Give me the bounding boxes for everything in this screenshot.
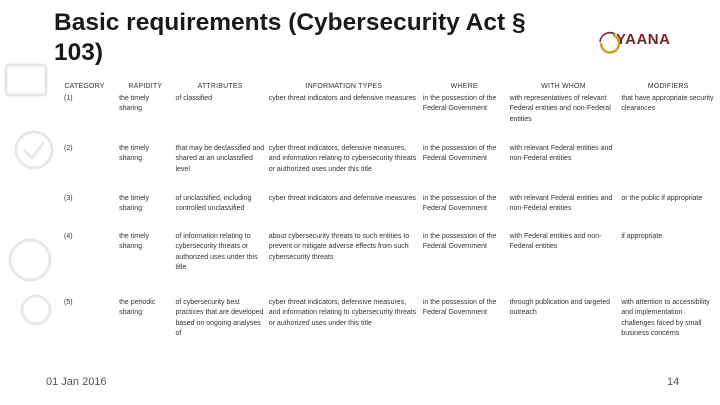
row-attributes: that may be declassified and shared at an unclassified level [175,144,265,173]
row-attributes: of classified [175,94,213,102]
table-row [52,232,717,298]
row-with-whom: with representatives of relevant Federal entities and non-Federal entities [509,94,611,123]
table-row [52,94,717,144]
row-where: in the possession of the Federal Government [422,298,497,316]
row-attributes: of unclassified, including controlled unclassified [175,194,252,212]
row-rapidity: the periodic sharing [119,298,156,316]
row-rapidity: the timely sharing [119,194,150,212]
background-decoration [0,60,60,390]
footer-date: 01 Jan 2016 [46,376,107,388]
hand-icon [10,240,50,280]
check-mark-icon [24,142,44,158]
row-with-whom: with relevant Federal entities and non-Federal entities [509,194,613,212]
row-with-whom: with relevant Federal entities and non-Federal entities [509,144,613,162]
row-where: in the possession of the Federal Government [422,94,497,112]
table-row [52,144,717,194]
header-attributes: ATTRIBUTES [197,83,243,90]
logo-text: YAANA [616,31,671,48]
header-with-whom: WITH WHOM [541,83,586,90]
header-rapidity: RAPIDITY [128,83,163,90]
row-where: in the possession of the Federal Government [422,144,497,162]
row-category: (3) [64,194,73,202]
header-where: WHERE [450,83,478,90]
row-category: (1) [64,94,73,102]
row-modifiers: that have appropriate security clearances [621,94,714,112]
chart-icon [6,65,46,95]
row-information-types: cyber threat indicators, defensive measures, and information relating to cybersecurity threats or authorized uses under this title [268,298,417,327]
header-modifiers: MODIFIERS [647,83,689,90]
row-attributes: of cybersecurity best practices that are developed based on ongoing analyses of [175,298,264,337]
row-where: in the possession of the Federal Government [422,194,497,212]
row-category: (2) [64,144,73,152]
row-where: in the possession of the Federal Government [422,232,497,250]
row-information-types: cyber threat indicators and defensive measures [268,194,416,202]
row-information-types: about cybersecurity threats to such entities to prevent or mitigate adverse effects from such cybersecurity threats [268,232,410,261]
row-category: (4) [64,232,73,240]
check-circle-icon [16,132,52,168]
page-number: 14 [667,376,680,388]
header-category: CATEGORY [64,83,105,90]
row-rapidity: the timely sharing [119,144,150,162]
row-modifiers [619,144,717,194]
row-with-whom: through publication and targeted outreach [509,298,610,316]
row-information-types: cyber threat indicators, defensive measures, and information relating to cybersecurity threats or authorized uses under this title [268,144,417,173]
table-row [52,298,717,340]
row-information-types: cyber threat indicators and defensive measures [268,94,416,102]
row-with-whom: with Federal entities and non-Federal entities [509,232,602,250]
table-header-row [52,82,717,94]
row-rapidity: the timely sharing [119,94,150,112]
row-attributes: of information relating to cybersecurity threats or authorized uses under this title [175,232,258,271]
row-modifiers: with attention to accessibility and implementation challenges faced by small business concerns [621,298,710,337]
table-row [52,194,717,232]
header-information-types: INFORMATION TYPES [305,83,383,90]
row-modifiers: if appropriate [621,232,663,240]
lock-icon [22,296,50,324]
row-category: (5) [64,298,73,306]
slide-title: Basic requirements (Cybersecurity Act § 103) [54,9,526,66]
row-rapidity: the timely sharing [119,232,150,250]
row-modifiers: or the public if appropriate [621,194,703,202]
requirements-table [52,82,717,340]
